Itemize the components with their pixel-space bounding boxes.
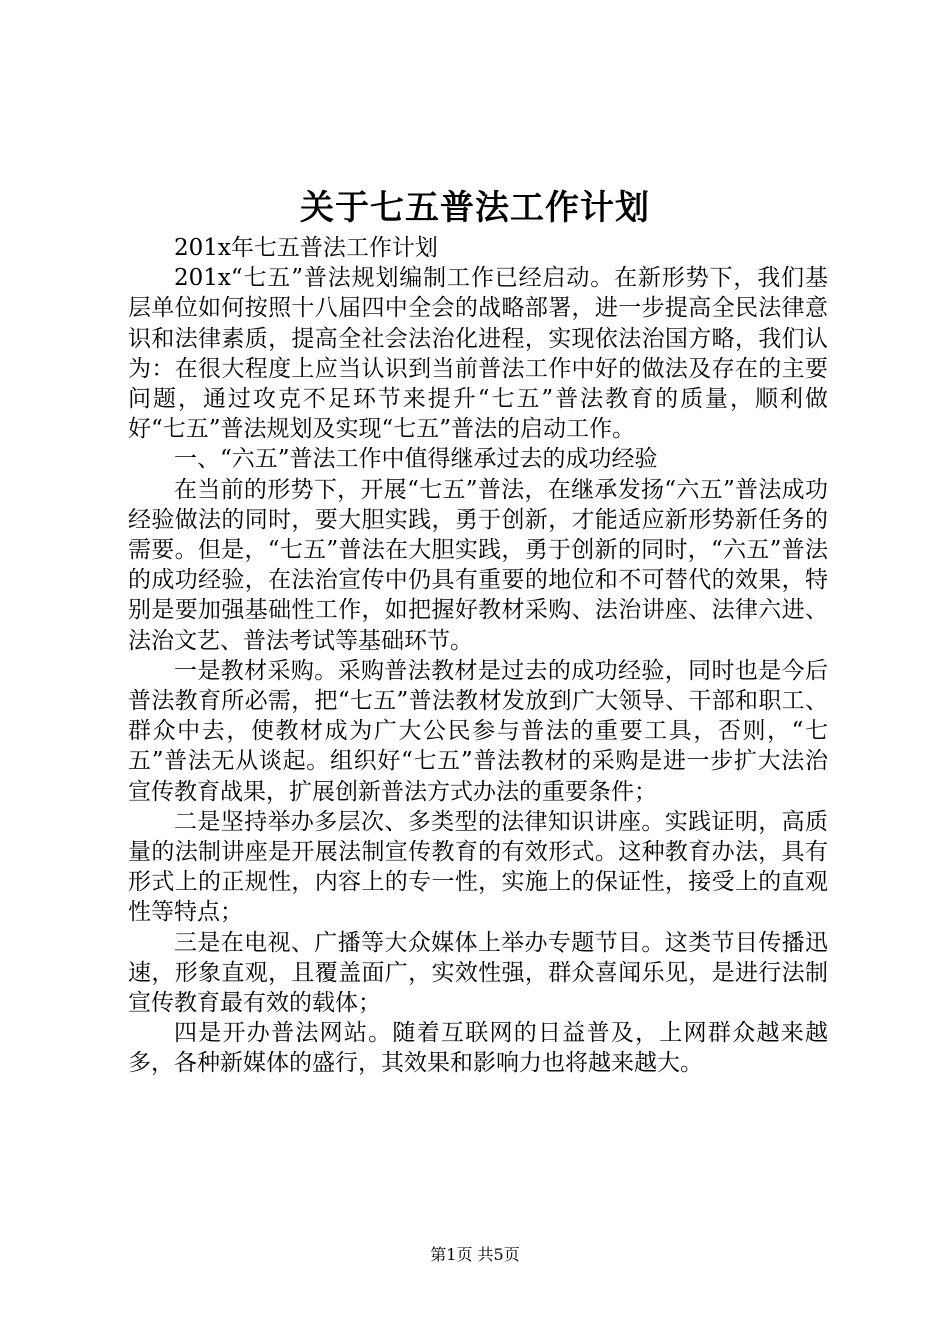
document-body: [128, 233, 828, 1079]
paragraph-point-4: 四是开办普法网站。随着互联网的日益普及，上网群众越来越多，各种新媒体的盛行，其效果和影响力也将越来越大。: [128, 1020, 828, 1077]
paragraph-subtitle: 201x年七五普法工作计划: [174, 235, 438, 261]
paragraph-intro: 201x“七五”普法规划编制工作已经启动。在新形势下，我们基层单位如何按照十八届四中全会的战略部署，进一步提高全民法律意识和法律素质，提高全社会法治化进程，实现依法治国方略，我们认为：在很大程度上应当认识到当前普法工作中好的做法及存在的主要问题，通过攻克不足环节来提升“七五”普法教育的质量，顺利做好“七五”普法规划及实现“七五”普法的启动工作。: [128, 265, 828, 443]
paragraph-point-3: 三是在电视、广播等大众媒体上举办专题节目。这类节目传播迅速，形象直观，且覆盖面广，实效性强，群众喜闻乐见，是进行法制宣传教育最有效的载体；: [128, 929, 828, 1017]
page-indicator: 第1页 共5页: [430, 1245, 520, 1264]
paragraph-point-1: 一是教材采购。采购普法教材是过去的成功经验，同时也是今后普法教育所必需，把“七五”普法教材发放到广大领导、干部和职工、群众中去，使教材成为广大公民参与普法的重要工具，否则，“七五”普法无从谈起。组织好“七五”普法教材的采购是进一步扩大法治宣传教育战果，扩展创新普法方式办法的重要条件；: [128, 657, 828, 805]
section-heading-1: 一、“六五”普法工作中值得继承过去的成功经验: [174, 446, 658, 473]
document-title: 关于七五普法工作计划: [300, 188, 650, 228]
paragraph-context: 在当前的形势下，开展“七五”普法，在继承发扬“六五”普法成功经验做法的同时，要大胆实践，勇于创新，才能适应新形势新任务的需要。但是，“七五”普法在大胆实践，勇于创新的同时，“六五”普法的成功经验，在法治宣传中仍具有重要的地位和不可替代的效果，特别是要加强基础性工作，如把握好教材采购、法治讲座、法律六进、法治文艺、普法考试等基础环节。: [128, 476, 828, 654]
paragraph-point-2: 二是坚持举办多层次、多类型的法律知识讲座。实践证明，高质量的法制讲座是开展法制宣传教育的有效形式。这种教育办法，具有形式上的正规性，内容上的专一性，实施上的保证性，接受上的直观性等特点；: [128, 808, 828, 926]
